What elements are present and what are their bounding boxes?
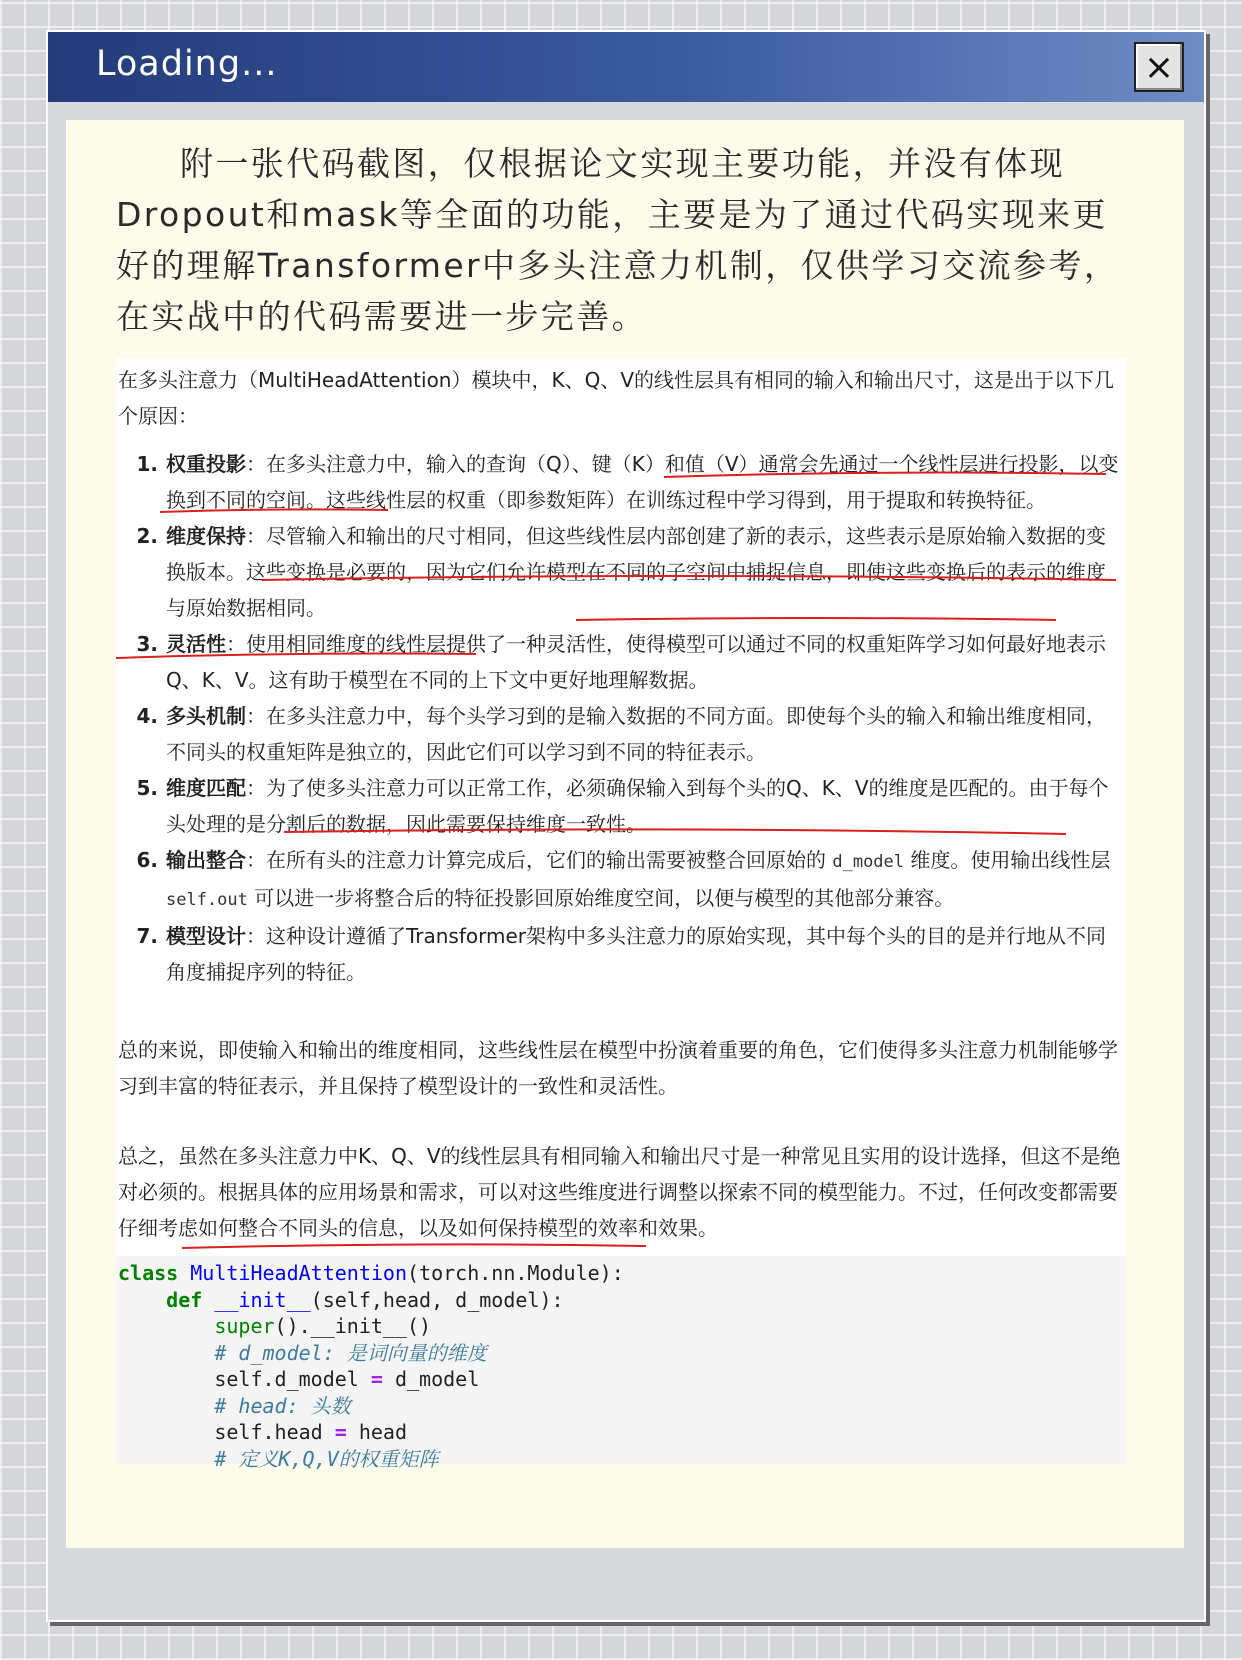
item-number: 5.	[136, 776, 158, 800]
code-text: (self,head, d_model):	[310, 1287, 564, 1312]
item-text: ：这种设计遵循了Transformer架构中多头注意力的原始实现，其中每个头的目的是并行地从不同角度捕捉序列的特征。	[166, 924, 1107, 984]
item-title: 维度匹配	[166, 776, 246, 800]
code-text: self.d_model	[214, 1367, 371, 1391]
item-title: 输出整合	[166, 848, 246, 872]
item-text: 维度。使用输出线性层	[910, 848, 1111, 872]
intro-text: 附一张代码截图，仅根据论文实现主要功能，并没有体现Dropout和mask等全面的功能，主要是为了通过代码实现来更好的理解Transformer中多头注意力机制，仅供学习交流参考，在实战中的代码需要进一步完善。	[116, 144, 1120, 336]
list-item	[116, 626, 1121, 698]
reason-list	[116, 446, 1121, 990]
list-item	[116, 518, 1121, 626]
item-number: 2.	[136, 524, 158, 548]
code-text: (torch.nn.Module):	[407, 1261, 624, 1285]
code-comment: # d_model: 是词向量的维度	[214, 1340, 487, 1365]
list-item	[116, 770, 1121, 842]
summary-paragraph-1: 总的来说，即使输入和输出的维度相同，这些线性层在模型中扮演着重要的角色，它们使得多头注意力机制能够学习到丰富的特征表示，并且保持了模型设计的一致性和灵活性。	[118, 1038, 1118, 1098]
item-text: ：在多头注意力中，每个头学习到的是输入数据的不同方面。即使每个头的输入和输出维度相同，不同头的权重矩阵是独立的，因此它们可以学习到不同的特征表示。	[166, 704, 1106, 764]
code-snippet	[116, 1256, 1126, 1471]
code-comment: # head: 头数	[214, 1393, 351, 1418]
list-item	[116, 842, 1121, 918]
code-operator: =	[370, 1367, 383, 1391]
inline-code: d_model	[832, 852, 905, 872]
title-bar[interactable]	[48, 32, 1204, 102]
item-title: 维度保持	[166, 524, 246, 548]
summary-paragraph-2: 总之，虽然在多头注意力中K、Q、V的线性层具有相同输入和输出尺寸是一种常见且实用的设计选择，但这不是绝对必须的。根据具体的应用场景和需求，可以对这些维度进行调整以探索不同的模型能力。不过，任何改变都需要仔细考虑如何整合不同头的信息，以及如何保持模型的效率和效果。	[118, 1144, 1121, 1240]
item-text: ：使用相同维度的线性层提供了一种灵活性，使得模型可以通过不同的权重矩阵学习如何最好地表示Q、K、V。这有助于模型在不同的上下文中更好地理解数据。	[166, 632, 1106, 692]
code-builtin: super	[214, 1314, 275, 1338]
item-title: 多头机制	[166, 704, 246, 728]
inline-code: self.out	[166, 890, 248, 910]
item-number: 6.	[136, 848, 158, 872]
item-text: ：在多头注意力中，输入的查询（Q）、键（K）和值（V）通常会先通过一个线性层进行投影，以变换到不同的空间。这些线性层的权重（即参数矩阵）在训练过程中学习得到，用于提取和转换特征。	[166, 452, 1119, 512]
item-text: 可以进一步将整合后的特征投影回原始维度空间，以便与模型的其他部分兼容。	[254, 886, 955, 910]
item-text: ：在所有头的注意力计算完成后，它们的输出需要被整合回原始的	[246, 848, 826, 872]
list-item	[116, 918, 1121, 990]
close-button[interactable]	[1134, 42, 1184, 92]
item-title: 模型设计	[166, 924, 246, 948]
explanation-screenshot	[116, 358, 1126, 1044]
code-text: head	[346, 1420, 408, 1444]
list-item	[116, 698, 1121, 770]
item-number: 4.	[136, 704, 158, 728]
item-number: 3.	[136, 632, 158, 656]
code-text: d_model	[382, 1367, 480, 1391]
window-title: Loading...	[96, 44, 278, 84]
code-comment: # 定义K,Q,V的权重矩阵	[214, 1446, 439, 1471]
item-number: 7.	[136, 924, 158, 948]
item-title: 权重投影	[166, 452, 246, 476]
item-text: ：为了使多头注意力可以正常工作，必须确保输入到每个头的Q、K、V的维度是匹配的。由于每个头处理的是分割后的数据，因此需要保持维度一致性。	[166, 776, 1109, 836]
code-class-name: MultiHeadAttention	[190, 1261, 408, 1285]
code-keyword: class	[118, 1261, 179, 1285]
list-item	[116, 446, 1121, 518]
explanation-heading: 在多头注意力（MultiHeadAttention）模块中，K、Q、V的线性层具有相同的输入和输出尺寸，这是出于以下几个原因：	[118, 368, 1115, 428]
item-number: 1.	[136, 452, 158, 476]
code-keyword: def	[166, 1287, 203, 1312]
close-icon: ×	[1143, 46, 1175, 88]
item-text: ：尽管输入和输出的尺寸相同，但这些线性层内部创建了新的表示，这些表示是原始输入数据的变换版本。这些变换是必要的，因为它们允许模型在不同的子空间中捕捉信息，即使这些变换后的表示的维度与原始数据相同。	[166, 524, 1106, 620]
code-operator: =	[334, 1420, 347, 1444]
code-function-name: __init__	[214, 1287, 311, 1312]
popup-window	[46, 30, 1206, 1622]
code-text: ().__init__()	[274, 1314, 432, 1338]
code-text: self.head	[214, 1420, 335, 1444]
item-title: 灵活性	[166, 632, 226, 656]
content-panel	[66, 120, 1184, 1548]
